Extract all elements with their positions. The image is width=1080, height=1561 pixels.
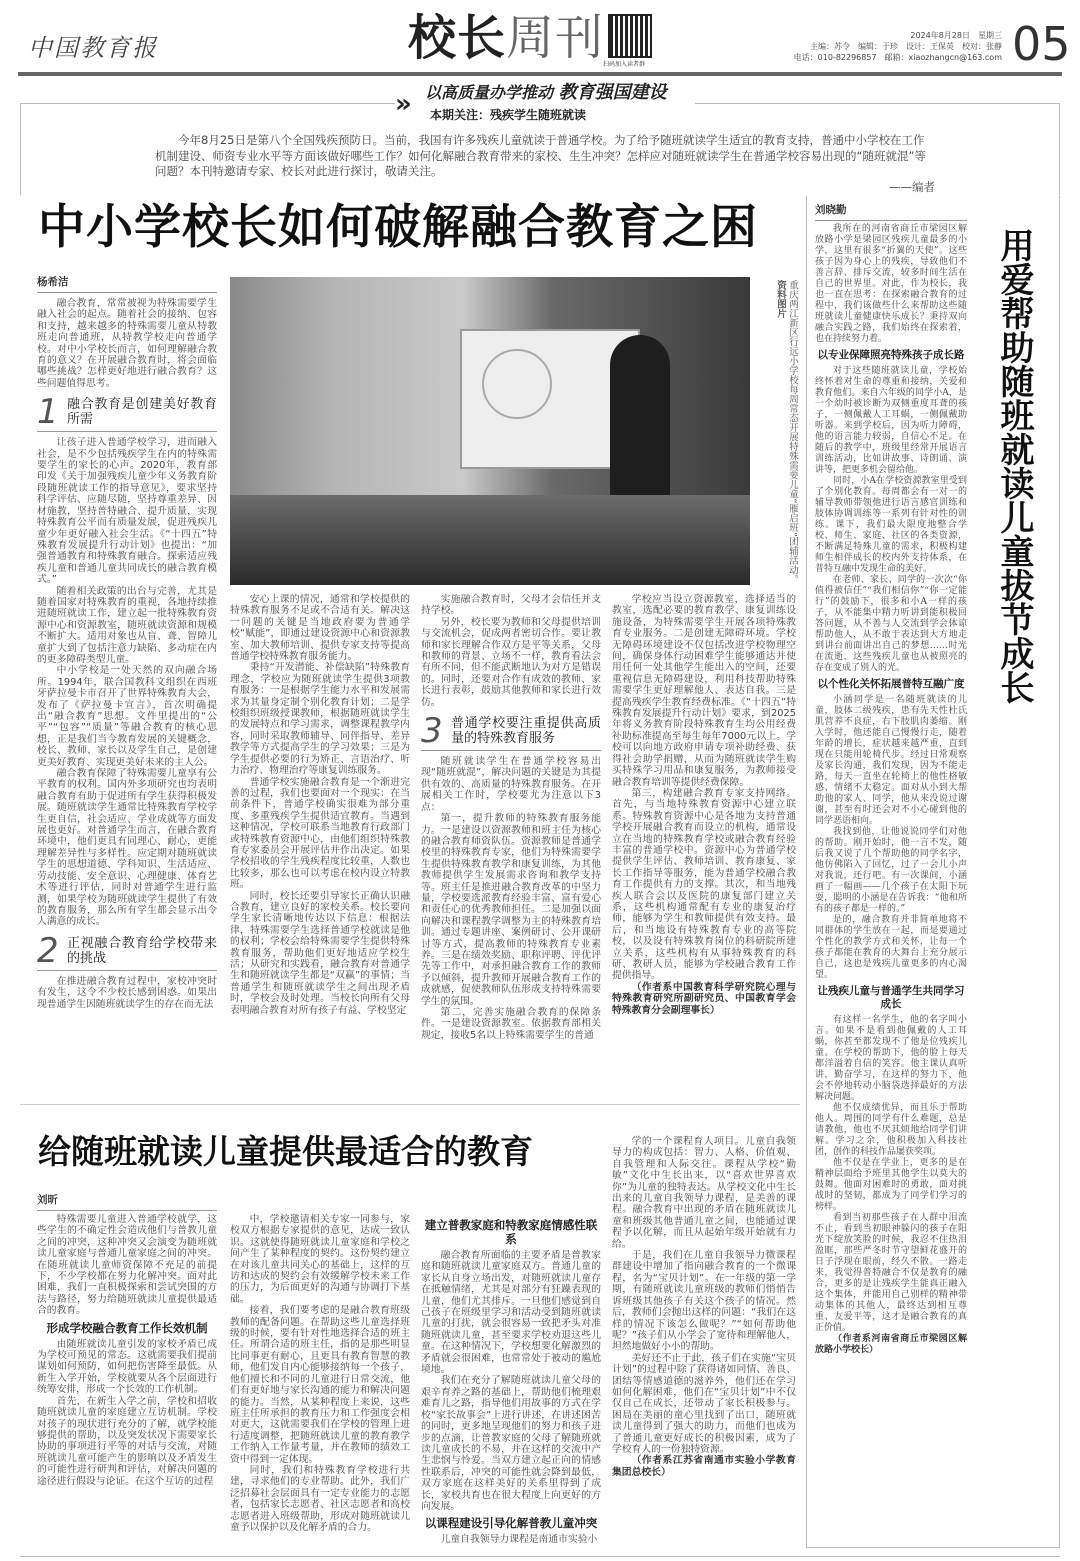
article1-col2 [230,594,410,1016]
article2-col3 [421,1214,601,1546]
paragraph: 同时，校长还要引导家长正确认识融合教育，建立良好的家校关系。校长要向学生家长清晰地传达以下信息：根据法律，特殊需要学生选择普通学校就读是他的权利；学校会给特殊需要学生提供特殊教育服务，帮助他们更好地适应学校生活；从研究和实践看，融合教育对普通学生和随班就读学生都是“双赢”的事情；当普通学生和随班就读学生之间出现矛盾时，学校会及时处理。当校长向所有父母表明融合教育对所有孩子有益、学校坚定 [230,890,410,1016]
article1-title: 中小学校长如何破解融合教育之困 [38,200,758,255]
article2-title: 给随班就读儿童提供最适合的教育 [38,1132,533,1171]
paragraph: 于是，我们在儿童自我领导力微课程群建设中增加了指向融合教育的一个微课程，名为“宝贝计划”。在一年级的第一学期，有随班就读儿童班级的教师们悄悄告诉班级其他孩子有关这个孩子的情况。然后，教师们会抛出这样的问题：“我们在这样的情况下该怎么做呢？”“如何帮助他呢？”孩子们从小学会了宽待和理解他人，坦然地做好小小的帮助。 [612,1250,796,1353]
paragraph: 第一，提升教师的特殊教育服务能力。一是建设以资源教师和班主任为核心的融合教育师资队伍。资源教师是普通学校里的特殊教育专家，他们为特殊需要学生提供特殊教育教学和康复训练，为其他教师提供学生发展需求咨询和教学支持等。班主任是推进融合教育改革的中坚力量，学校要选派教育经验丰富、富有爱心和责任心的优秀教师担任。二是加强以面向解决和课程教学调整为主的特殊教育培训。通过专题讲座、案例研讨、公开课研讨等方式，提高教师的特殊教育专业素养。三是在绩效奖励、职称评聘、评优评先等工作中，对承担融合教育工作的教师予以倾斜，提升教师开展融合教育工作的成就感，促使教师队伍形成支持特殊需要学生的氛围。 [421,813,601,1007]
masthead [408,10,604,66]
paragraph: 第三，构建融合教育专家支持网络。首先，与当地特殊教育资源中心建立联系。特殊教育资源中心是各地为支持普通学校开展融合教育而设立的机构，通常设立在当地的特殊教育学校或融合教育经验丰富的普通学校中。资源中心为普通学校提供学生评估、教师培训、教育康复、家长工作指导等服务，能为普通学校融合教育工作提供有力的支撑。其次，和当地残疾人联合会以及医院的康复部门建立关系，这些机构通常配有专业的康复治疗师，能够为学生和教师提供有效支持。最后，和当地设有特殊教育专业的高等院校，以及设有特殊教育岗位的科研院所建立关系，这些机构有从事特殊教育的科研、教研人员，能够为学校融合教育工作提供指导。 [612,787,796,982]
paragraph: 学的一个课程育人项目。儿童自我领导力的构成包括：智力、人格、价值观、自我管理和人际交往。课程从学校“勤敏”文化中生长出来，以“喜欢世界喜欢你”为儿童的独特表达。从学校文化中生长出来的儿童自我领导力课程，是美善的课程。融合教育中出现的矛盾在随班就读儿童和班级其他普通儿童之间，也能通过课程予以化解，而且从起始年级开始就有力给。 [612,1136,796,1250]
page-bottom-rule [20,1556,1060,1557]
dot-wheel [482,349,552,419]
masthead-bold: 校长 [408,10,507,66]
author-credit: （作者系江苏省南通市实验小学教育集团总校长） [612,1455,796,1478]
paragraph: 让孩子进入普通学校学习，进而融入社会，是不少包括残疾学生在内的特殊需要学生的家长的心声。2020年，教育部印发《关于加强残疾儿童少年义务教育阶段随班就读工作的指导意见》，要求坚持科学评估、应随尽随，坚持尊重差异、因材施教，坚持普特融合、提升质量，实现特殊教育公平而有质量发展，促进残疾儿童少年更好融入社会生活。《“十四五”特殊教育发展提升行动计划》也提出：“加强普通教育和特殊教育融合。探索适应残疾儿童和普通儿童共同成长的融合教育模式。” [37,437,217,586]
issue-date: 2024年8月28日 星期三 [910,31,1002,40]
paragraph: 另外，校长要为教师和父母提供培训与交流机会，促成两者密切合作。要让教师和家长理解合作双方是平等关系，父母和教师的背景、立场不一样，教育看法会有所不同，但不能武断地认为对方是错误的。同时，还要对合作有成效的教师、家长进行表彰，鼓励其他教师和家长进行效仿。 [421,616,601,708]
header-info [770,30,1002,63]
paragraph: 第二，完善实施融合教育的保障条件。一是建设资源教室。依据教育部相关规定，接收5名以上特殊需要学生的普通 [421,1007,601,1041]
paragraph: 安心上课的情况，通常和学校提供的特殊教育服务不足或不合适有关。解决这一问题的关键是当地政府要为普通学校“赋能”，即通过建设资源中心和资源教室、加大教师培训、提供专家支持等提高普通学校特殊教育服务能力。 [230,594,410,663]
section-number: 3 [421,711,443,752]
article3-body [815,224,967,1356]
paragraph: 中小学校是一处天然的双向融合场所。1994年，联合国教科文组织在西班牙萨拉曼卡市召开了世界特殊教育大会，发布了《萨拉曼卡宣言》，首次明确提出“融合教育”思想。文件里提出的“公平”“包容”“质量”等融合教育的核心思想，正是我们当今教育发展的关键概念，校长、教师、家长以及学生自己，是创建更美好教育、实现更美好未来的主人公。 [37,665,217,768]
paragraph: 在老师、家长、同学的一次次“你值得被信任”“我们相信你”“你一定能行”的鼓励下，很多和小A一样的孩子，从不能集中精力听讲到能积极回答问题，从不善与人交流到学会体谅帮助他人，从不敢于表达到大方地走到讲台前面讲出自己的梦想……时光在流逝，这些残疾儿童也从被照亮的存在变成了别人的光。 [815,575,967,673]
editor-signature: ——编者 [889,179,935,194]
author-credit: （作者系河南省商丘市梁园区解放路小学校长） [815,1334,967,1355]
newspaper-logo: 中国教育报 [28,34,158,62]
paragraph: 美好还不止于此，孩子们在实施“宝贝计划”的过程中除了获得诸如同情、善良、团结等情感道德的滋养外，他们还在学习如何化解困难，他们在“宝贝计划”中不仅仅自己在成长，还带动了家长积极参与。困局在美丽的童心里找到了出口，随班就读儿童得到了强大的助力，而他们也成为了普通儿童更好成长的积极因素，成为了学校育人的一份独特资源。 [612,1352,796,1455]
paragraph: 儿童自我领导力课程是南通市实验小 [440,1534,598,1546]
theme-b: 教育强国建设 [558,82,667,103]
chevron-icon: » [395,89,412,119]
article3-title: 用爱帮助随班就读儿童拔节成长 [994,228,1034,704]
paragraph: 同时，我们和特殊教育学校进行共建，寻求他们的专业帮助。此外，我们广泛招募社会层面具有一定专业能力的志愿者，包括家长志愿者、社区志愿者和高校志愿者进入班级帮助，形成对随班就读儿童予以保护以及化解矛盾的合力。 [230,1464,410,1533]
qr-label: 扫码加入读者群 [603,61,646,68]
paragraph: 是的，融合教育并非简单地将不同群体的学生放在一起，而是要通过个性化的教学方式和关怀，让每一个孩子都能在教育的大舞台上充分展示自己，这也是残疾儿童更多的内心渴望。 [815,915,967,980]
qr-code-icon [608,14,652,58]
caption-text: 重庆两江新区行远小学校每周常态开展特殊需要儿童“雁启班”团辅活动。 [787,280,798,585]
paragraph: 有这样一名学生，他的名字叫小言。如果不是看到他佩戴的人工耳蜗，你甚至都发现不了他是位残疾儿童。在学校的帮助下，他的脸上每天都洋溢着自信的笑容。他主课认真听讲，勤奋学习，在这样的努力下，他会不停地转动小脑袋选择最好的方法解决问题。 [815,1015,967,1102]
masthead-light: 周刊 [506,10,605,66]
photo-credit: 资料图片 [775,280,786,318]
section-heading [37,392,217,433]
paragraph: 首先，在新生入学之前，学校和招收随班就读儿童的家庭建立互访机制。学校对孩子的现状进行充分的了解，就学校能够提供的帮助，以及突发状况下需要家长协助的事项进行平等的对话与交流，对随班就读儿童可能产生的影响以及矛盾发生的可能性进行研判和评估，对解决问题的途径进行假设与论证。在这个互访的过程 [37,1395,217,1487]
paragraph: 小涵同学是一名随班就读的儿童，肢体二级残疾，患有先天性杜氏肌营养不良症，右下肢肌肉萎缩。刚入学时，他还能自己慢慢行走，随着年龄的增长，症状越来越严重，直到现在只能用轮椅代步。经过日常观察及家长沟通，我们发现，因为不能走路，每天一直坐在轮椅上的他性格敏感、情绪不太稳定。面对从小到大帮助他的家人、同学，他从来没说过谢谢，甚至有时还会对不小心碰到他的同学恶语相向。 [815,695,967,826]
paragraph: 看到当初那些孩子在人群中泪流不止，看到当初眼神躲闪的孩子在阳光下绽放笑脸的时候，我忍不住热泪盈眶，那些严冬时节守望鲜花盛开的日子浮现在眼前，经久不散。一路走来，我觉得普特融合不仅是教育的融合，更多的是让残疾学生能真正融入这个集体，并能用自己别样的精神带动集体的其他人，最终达到相互尊重、友爱平等，这才是融合教育的真正价值。 [815,1213,967,1333]
editor-intro: 今年8月25日是第八个全国残疾预防日。当前，我国有许多残疾儿童就读于普通学校。为了给予随班就读学生适宜的教育支持，普通中小学校在工作机制建设、师资专业水平等方面该做好哪些工作？如何化解融合教育带来的家校、生生冲突？怎样应对随班就读学生在普通学校容易出现的“随班就混”等问题？本刊特邀请专家、校长对此进行探讨，敬请关注。 [155,133,926,178]
subheading: 建立普教家庭和特教家庭情感性联系 [424,1218,598,1246]
section-heading-text: 普通学校要注重提供高质量的特殊教育服务 [451,716,601,747]
paragraph: 秉持“开发潜能、补偿缺陷”特殊教育理念，学校应为随班就读学生提供3项教育服务：一是根据学生能力水平和发展需求为其量身定制个别化教育计划；二是学校组织班级授课教师，根据随班就读学生的发展特点和学习需求，调整课程教学内容，同时采取教师辅导、同伴指导、差异教学等方式提高学生的学习效果；三是为学生提供必要的行为矫正、言语治疗、听力治疗、物理治疗等康复训练服务。 [230,662,410,777]
paragraph: 接着，我们要考虑的是融合教育班级教师的配备问题。在帮助这些儿童选择班级的时候，要有针对性地选择合适的班主任。所谓合适的班主任，指的是那些明显比同事更有耐心，且更具有教育智慧的教师，他们发自内心能够接纳每一个孩子，他们擅长和不同的儿童进行日常交流，他们有更好地与家长沟通的能力和解决问题的能力。当然，从某种程度上来说，这些班主任所承担的教育压力和工作强度会相对更大，这就需要我们在学校的管理上进行适度调整，把随班就读儿童的教育教学工作纳入工作量考量，并在教师的绩效工资中得到一定体现。 [230,1305,410,1465]
article2-col1 [37,1214,217,1487]
paragraph: 同时，小A在学校资源教室里受到了个别化教育。每周都会有一对一的辅导教师带领他进行语言感官训练和肢体协调训练等一系列有针对性的训练。课下，我们最大限度地整合学校、师生、家庭、社区的各类资源，不断满足特殊儿童的需求，积极构建师生相伴成长的校内外支持体系，在普特互融中发现生命的美好。 [815,476,967,574]
article1-col1 [37,298,217,1010]
paragraph: 随班就读学生在普通学校容易出现“随班就混”，解决问题的关键是为其提供有效的、高质量的特殊教育服务。在开展相关工作时，学校要尤为注意以下3点： [421,756,601,813]
paragraph: 他不仅是在学业上，更多的是在精神层面给予班里其他学生以莫大的鼓舞。他面对困难时的勇敢，面对挑战时的坚韧，都成为了同学们学习的榜样。 [815,1158,967,1212]
section-number: 2 [37,930,59,971]
column-theme [425,82,667,104]
paragraph: 融合教育所面临的主要矛盾是普教家庭和随班就读儿童家庭双方。普通儿童的家长从自身立场出发，对随班就读儿童存在抵触情绪，尤其是对部分有狂躁表现的儿童，他们尤其排斥。一旦他们感觉到自己孩子在班级里学习和活动受到随班就读儿童的打扰，就会很容易一致把矛头对准随班就读儿童，甚至要求学校劝退这些儿童。在这种情况下，学校想要化解激烈的矛盾就会很困难，也常常处于被动的尴尬境地。 [421,1250,601,1376]
subheading: 让残疾儿童与普通学生共同学习成长 [817,985,965,1010]
paragraph: 中，学校邀请相关专家一同参与，家校双方根据专家提供的意见，达成一致认识。这就使得随班就读儿童家庭和学校之间产生了某种程度的契约。这份契约建立在对该儿童共同关心的基础上，这样的互访和达成的契约会有效缓解学校未来工作的压力，为后面更好的沟通与协调打下基础。 [230,1214,410,1305]
paragraph: 融合教育，常常被视为特殊需要学生融入社会的起点。随着社会的接纳、包容和支持，越来越多的特殊需要儿童从特教班走向普通班，从特教学校走向普通学校。对中小学校长而言，如何理解融合教育的意义？在开展融合教育时，将会面临哪些挑战？怎样更好地进行融合教育？这些问题值得思考。 [37,298,217,389]
issue-focus: 本期关注：残疾学生随班就读 [430,108,587,122]
classroom-photo [230,277,750,585]
paragraph: 随着相关政策的出台与完善，尤其是随着国家对特殊教育的重视，各地持续推进随班就读工作，建立起一批特殊教育资源中心和资源教室，随班就读资源和规模不断扩大。适用对象也从盲、聋、智障儿童扩大到了包括注意力缺陷、多动症在内的更多障碍类型儿童。 [37,585,217,665]
article2-col4 [612,1136,796,1478]
article1-author: 杨希洁 [37,276,217,293]
article1-col3 [421,594,601,1041]
paragraph: 我所在的河南省商丘市梁园区解放路小学是梁园区残疾儿童最多的小学，这里有很多“折翼的天使”。这些孩子因为身心上的残疾，导致他们不善言辞、排斥交流，较多时间生活在自己的世界里。对此，作为校长，我也一直在思考：在探索融合教育的过程中，我们该做些什么来帮助这些随班就读儿童健康快乐成长？秉持双向融合实践之路，我们始终在探索着，也在持续努力着。 [815,224,967,344]
paragraph: 融合教育保障了特殊需要儿童享有公平教育的权利。国内外多项研究也均表明融合教育有助于促进所有学生获得积极发展。随班就读学生通常比特殊教育学校学生更自信，社会适应、学业成就等方面发展也更好。对普通学生而言，在融合教育环境中，他们更具有同理心、耐心，更能理解差异性与多样性。应定期对随班就读学生的思想道德、学科知识、生活适应、劳动技能、安全意识、心理健康、体育艺术等进行评估，同时对普通学生进行监测，如果学校为随班就读学生提供了有效的教育服务，那么所有学生都会显示出令人满意的成长。 [37,768,217,928]
subheading: 以专业保障照亮特殊孩子成长路 [817,349,965,361]
paragraph: 实施融合教育时，父母才会信任并支持学校。 [421,594,601,617]
section-heading [37,930,217,971]
paragraph: 由随班就读儿童引发的家校矛盾已成为学校可预见的常态。这就需要我们提前谋划如何预防，如何把伤害降至最低。从新生入学开始，学校就要从各个层面进行统筹安排，形成一个长效的工作机制。 [37,1338,217,1396]
paragraph: 我找到他，让他说说同学们对他的帮助。刚开始时，他一言不发，随后我又说了几个帮助他的同学名字，他仿佛陷入了回忆，过了一会儿小声对我说，还行吧。有一次课间，小涵画了一幅画——几个孩子在太阳下玩耍，聪明的小涵是在告诉我：“他和所有的孩子都是一样的。” [815,827,967,914]
article2-author: 刘昕 [37,1194,217,1211]
paragraph: 普通学校实施融合教育是一个渐进完善的过程，我们也要面对一个现实：在当前条件下，普通学校确实很难为部分重度、多重残疾学生提供适宜教育。当遇到这种情况，学校可联系当地教育行政部门或特殊教育资源中心，由他们组织特殊教育专家委员会开展评估并作出决定。如果学校招收的学生残疾程度比较重，人数也比较多，那么也可以考虑在校内设立特教班。 [230,776,410,891]
article3-author: 刘晓勤 [815,204,967,221]
article2-col2 [230,1214,410,1533]
section-number: 1 [37,392,59,433]
paragraph: 对于这些随班就读儿童，学校始终怀着对生命的尊重和接纳，关爱和教育他们。来自六年级的同学小A，是一个幼时被诊断为双侧重度耳聋的孩子，一侧佩戴人工耳蜗，一侧佩戴助听器。来到学校后，因为听力障碍，他的语言能力较弱，自信心不足。在随后的教学中，班级里经常开展语言训练活动，比如讲故事、诗朗诵、演讲等，把更多机会留给他。 [815,366,967,475]
contact-info: 电话：010-82296857 邮箱：xiaozhangcn@163.com [793,53,1002,62]
subheading: 形成学校融合教育工作长效机制 [46,1320,208,1335]
paragraph: 在推进融合教育过程中，家校冲突时有发生，这令不少校长感到困惑。如果出现普通学生因随班就读学生的存在而无法 [37,975,217,1010]
subheading: 以课程建设引导化解普教儿童冲突 [424,1516,598,1531]
staff-credits: 主编：苏令 编辑：于珍 设计：王保英 校对：张静 [810,42,1002,51]
article-divider [20,1104,800,1105]
author-credit: （作者系中国教育科学研究院心理与特殊教育研究所副研究员、中国教育学会特殊教育分会副理事长） [612,981,796,1016]
photo-caption [758,280,798,595]
section-heading-text: 正视融合教育给学校带来的挑战 [67,935,217,966]
section-heading-text: 融合教育是创建美好教育所需 [67,397,217,428]
theme-a: 以高质量办学推动 [425,83,554,102]
section-heading [421,711,601,752]
subheading: 以个性化关怀拓展普特互融广度 [817,678,965,690]
editor-intro-block [155,133,935,195]
page-number: 05 [1012,17,1071,71]
paragraph: 我们在充分了解随班就读儿童父母的艰辛育养之路的基础上，帮助他们梳理艰难育儿之路，指导他们用故事的方式在学校“家长故事会”上进行讲述，在讲述困苦的同时，更多地呈现他们的努力和孩子进步的点滴，让普教家庭的父母了解随班就读儿童成长的不易，并在这样的交流中产生悲悯与怜爱。当双方建立起正向的情感性联系后，冲突的可能性就会降到最低，双方家庭在这样美好的关系里得到了成长，家校共育也在很大程度上向更好的方向发展。 [421,1375,601,1512]
article1-col4 [612,594,796,1016]
students-figures [230,495,750,585]
paragraph: 他不仅成绩优异，而且乐于帮助他人。周围的同学有什么难题，总是请教他，他也不厌其烦地给同学们讲解。学习之余，他积极加入科技社团，创作的科技作品屡获奖项。 [815,1103,967,1157]
header-rule [18,72,1062,76]
paragraph: 学校应当设立资源教室，选择适当的教室，选配必要的教育教学、康复训练设施设备，为特殊需要学生开展各项特殊教育专业服务。二是创建无障碍环境。学校无障碍环境建设不仅包括改进学校物理空间，确保身体行动困难学生能够通达并使用任何一处其他学生能出入的空间，还要重视信息无障碍建设，利用科技帮助特殊需要学生更好理解他人、表达自我。三是提高残疾学生教育经费标准。《“十四五”特殊教育发展提升行动计划》要求，到2025年将义务教育阶段特殊教育生均公用经费补助标准提高至每生每年7000元以上。学校可以向地方政府申请专项补助经费、获得社会助学捐赠，从而为随班就读学生购买特殊学习用品和康复服务，为教师接受融合教育培训等提供经费保障。 [612,594,796,788]
paragraph: 特殊需要儿童进入普通学校就学，这些学生的不确定性会造成他们与普教儿童之间的冲突，这种冲突又会演变为随班就读儿童家庭与普通儿童家庭之间的冲突。在随班就读儿童师资保障不充足的前提下，不少学校都在努力化解冲突。面对此困难，我们一直积极探索和尝试突围的方法与路径，努力给随班就读儿童提供最适合的教育。 [37,1214,217,1317]
